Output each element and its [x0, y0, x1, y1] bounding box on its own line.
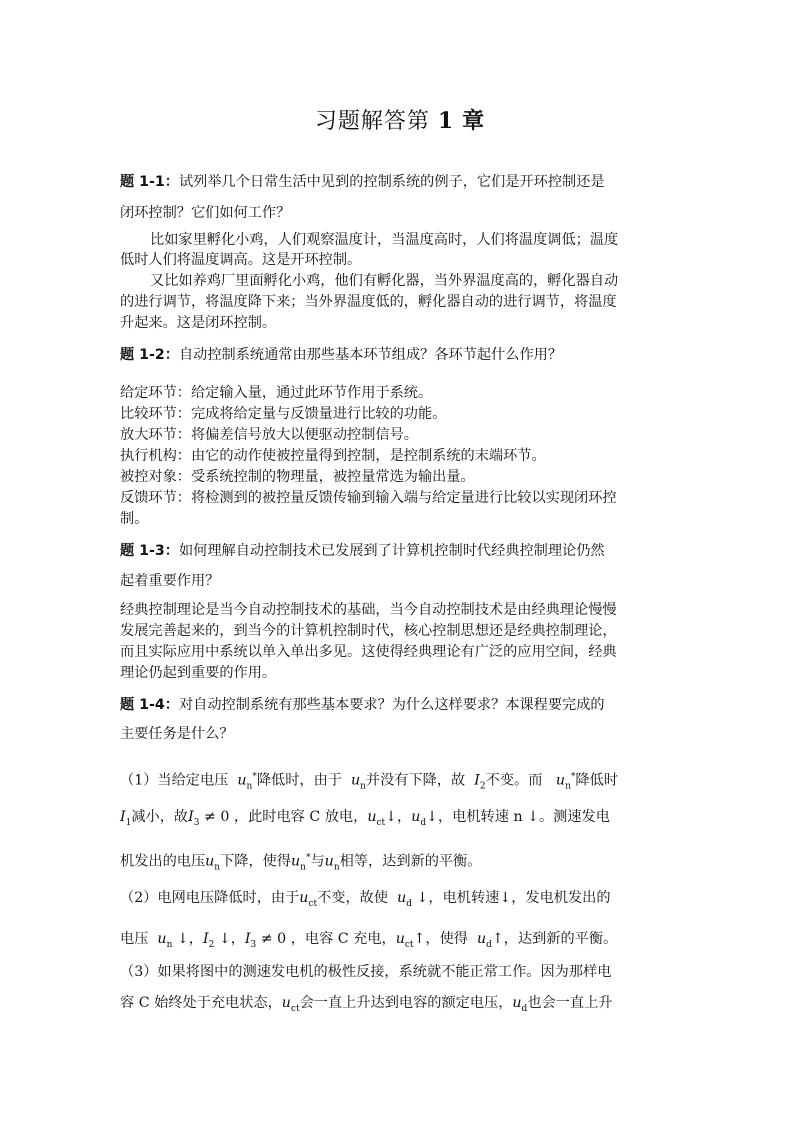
- answer-1-line: 又比如养鸡厂里面孵化小鸡，他们有孵化器，当外界温度高的，孵化器自动: [150, 273, 619, 289]
- answer-4-line: （2）电网电压降低时，由于$u_{ct}$不变，故使 $u_d$ ↓，电机转速↓，发电机发出的: [120, 890, 611, 909]
- answer-1-line: 比如家里孵化小鸡，人们观察温度计，当温度高时，人们将温度调低；温度: [150, 232, 619, 248]
- answer-2-line: 制。: [120, 511, 149, 527]
- question-4-cont: 主要任务是什么？: [120, 726, 234, 742]
- question-4: 题 1-4：对自动控制系统有那些基本要求？为什么这样要求？本课程要完成的: [120, 697, 605, 713]
- answer-3-line: 理论仍起到重要的作用。: [120, 665, 277, 681]
- answer-4-line: 容 C 始终处于充电状态，$u_{ct}$会一直上升达到电容的额定电压，$u_d$也会一直上升: [120, 995, 613, 1014]
- answer-3-line: 而且实际应用中系统以单入单出多见。这使得经典理论有广泛的应用空间，经典: [120, 644, 617, 660]
- answer-1-line: 升起来。这是闭环控制。: [120, 315, 277, 331]
- answer-3-line: 发展完善起来的，到当今的计算机控制时代，核心控制思想还是经典控制理论，: [120, 623, 617, 639]
- answer-4-line: $I_1$减小，故$I_3 \ne 0$ ，此时电容 C 放电，$u_{ct}↓$，$u_d↓$，电机转速 n ↓。测速发电: [120, 809, 610, 828]
- question-2: 题 1-2：自动控制系统通常由那些基本环节组成？各环节起什么作用？: [120, 347, 563, 363]
- answer-4-line: 电压 $u_n$ ↓，$I_2$ ↓，$I_3 \ne 0$ ，电容 C 充电，$u_{ct}↑$，使得 $u_d↑$，达到新的平衡。: [120, 931, 618, 950]
- question-1-cont: 闭环控制？它们如何工作？: [120, 205, 291, 221]
- answer-4-line: （3）如果将图中的测速发电机的极性反接，系统就不能正常工作。因为那样电: [120, 964, 612, 980]
- answer-2-line: 给定环节：给定输入量，通过此环节作用于系统。: [120, 385, 433, 401]
- question-3-cont: 起着重要作用？: [120, 573, 220, 589]
- answer-3-line: 经典控制理论是当今自动控制技术的基础，当今自动控制技术是由经典理论慢慢: [120, 602, 617, 618]
- answer-2-line: 反馈环节：将检测到的被控量反馈传输到输入端与给定量进行比较以实现闭环控: [120, 490, 617, 506]
- question-1: 题 1-1：试列举几个日常生活中见到的控制系统的例子，它们是开环控制还是: [120, 174, 605, 190]
- question-3: 题 1-3：如何理解自动控制技术已发展到了计算机控制时代经典控制理论仍然: [120, 543, 605, 559]
- page-title: 习题解答第 1 章: [314, 108, 486, 134]
- answer-2-line: 执行机构：由它的动作使被控量得到控制，是控制系统的末端环节。: [120, 448, 546, 464]
- answer-1-line: 的进行调节，将温度降下来；当外界温度低的，孵化器自动的进行调节，将温度: [120, 294, 617, 310]
- answer-2-line: 比较环节：完成将给定量与反馈量进行比较的功能。: [120, 406, 447, 422]
- answer-4-line: 机发出的电压$u_n$下降，使得$u_n^*$与$u_n$相等，达到新的平衡。: [120, 853, 482, 873]
- answer-4-line: （1）当给定电压 $u_n^*$降低时，由于 $u_n$并没有下降，故 $I_2$不变。而 $u_n^*$降低时: [120, 772, 618, 792]
- answer-2-line: 被控对象：受系统控制的物理量，被控量常选为输出量。: [120, 469, 475, 485]
- answer-2-line: 放大环节：将偏差信号放大以便驱动控制信号。: [120, 427, 418, 443]
- answer-1-line: 低时人们将温度调高。这是开环控制。: [120, 252, 362, 268]
